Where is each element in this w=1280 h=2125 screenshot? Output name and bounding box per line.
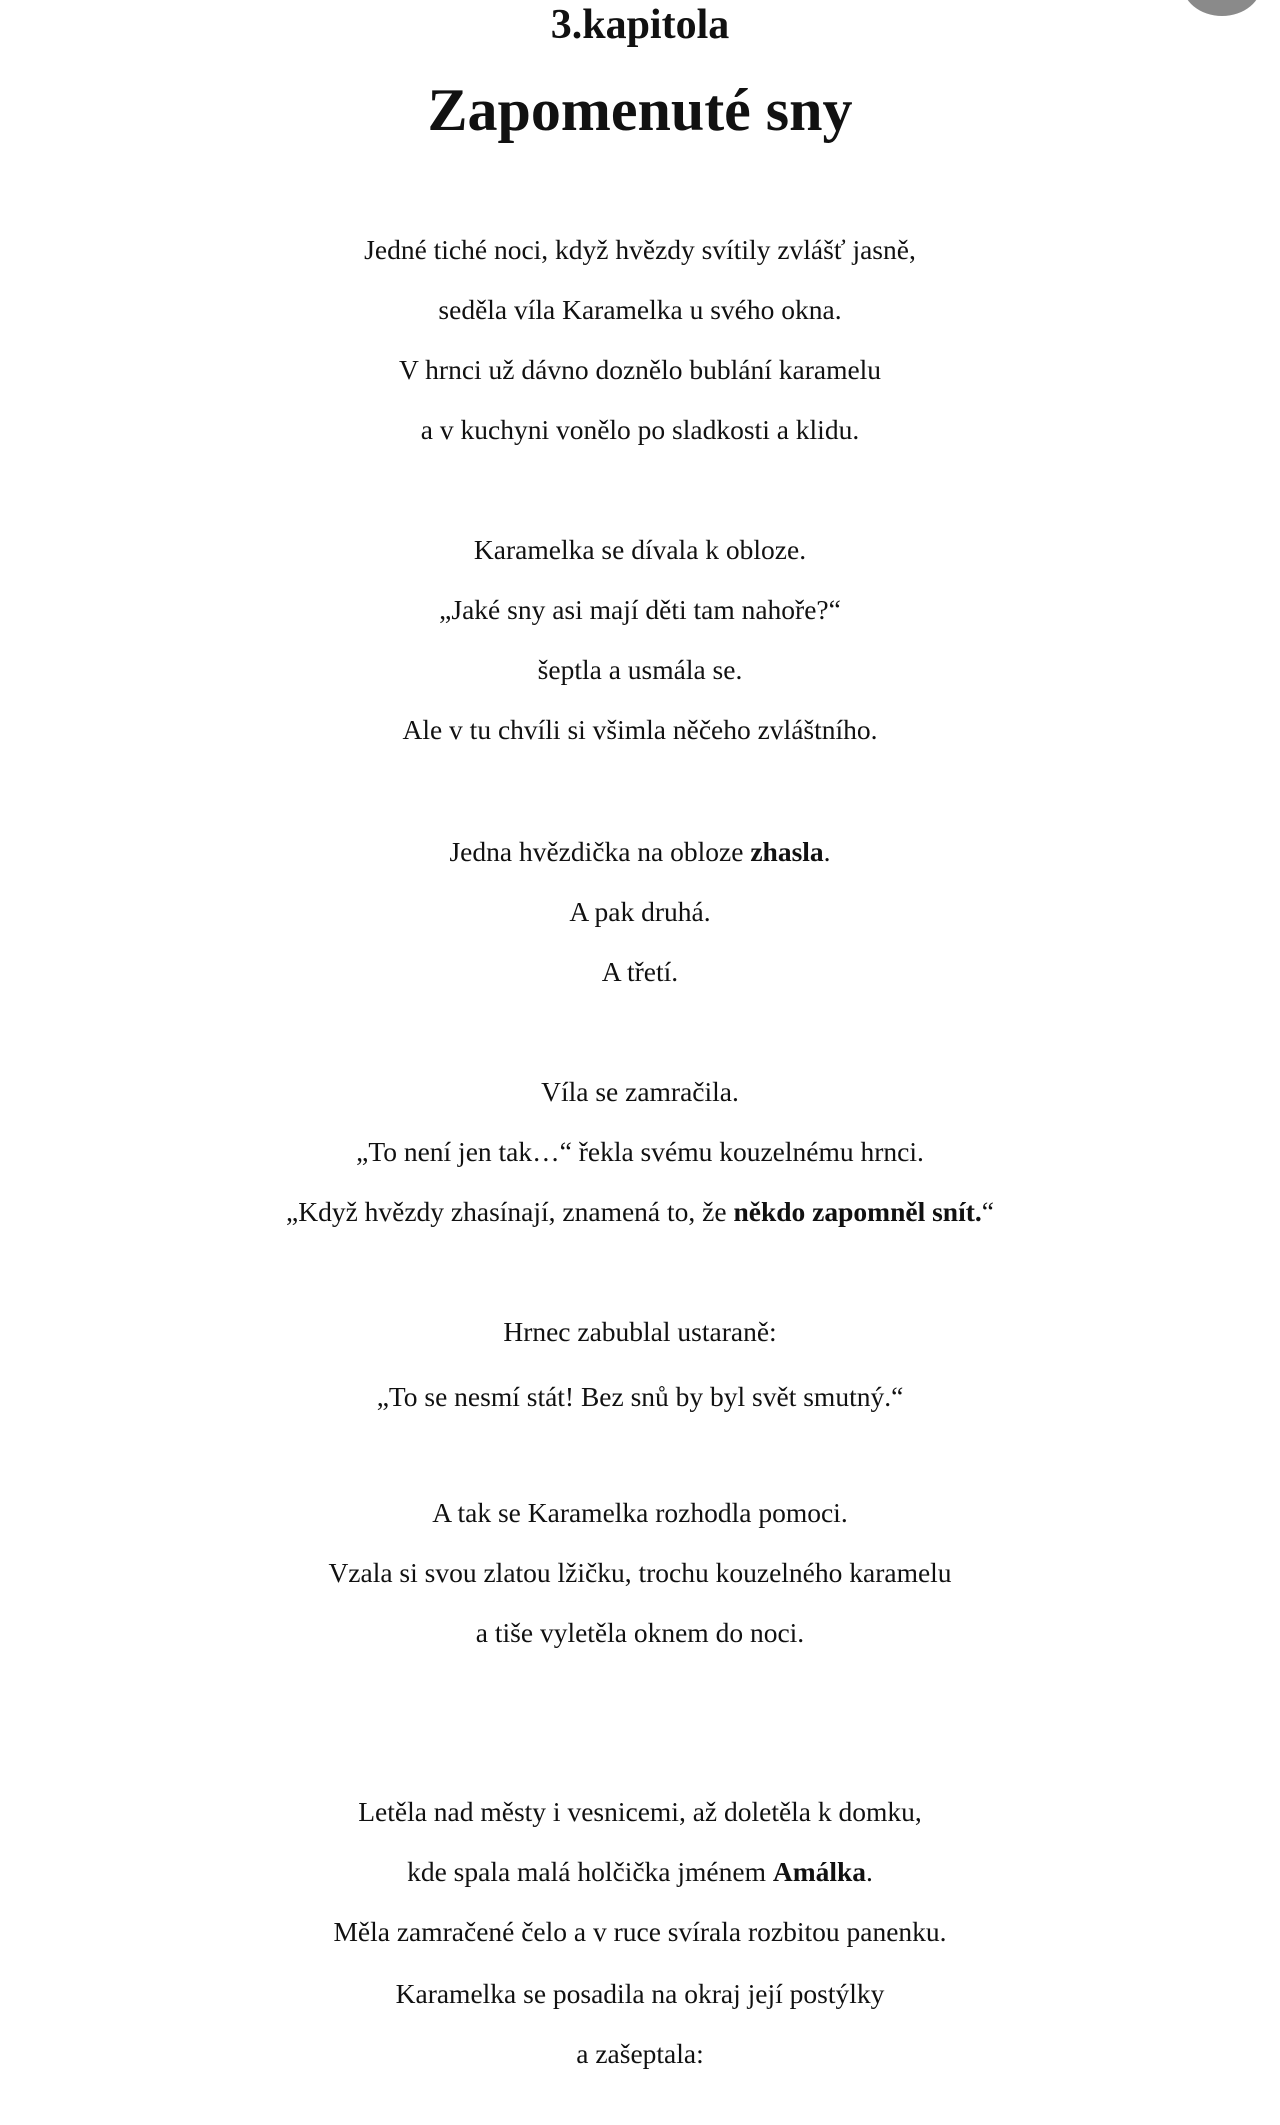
text-segment: Hrnec zabublal ustaraně: [503,1316,777,1347]
text-segment: Karamelka se posadila na okraj její postýlky [395,1978,885,2009]
text-line [0,834,1280,870]
text-line [0,1914,1280,1950]
text-segment: A pak druhá. [569,896,711,927]
text-line [0,712,1280,748]
text-line [0,1854,1280,1890]
text-line [0,1314,1280,1350]
text-segment: Víla se zamračila. [541,1076,739,1107]
text-segment: a tiše vyletěla oknem do noci. [475,1617,805,1648]
text-line [0,1074,1280,1110]
text-line [0,292,1280,328]
text-line [0,1134,1280,1170]
text-segment: . [866,1856,873,1887]
text-segment: Vzala si svou zlatou lžičku, trochu kouzelného karamelu [328,1557,952,1588]
text-segment: „Jaké sny asi mají děti tam nahoře?“ [439,594,841,625]
text-line [0,532,1280,568]
text-line [0,1976,1280,2012]
text-segment: kde spala malá holčička jménem [407,1856,773,1887]
text-line [0,412,1280,448]
text-segment: A třetí. [601,956,679,987]
text-segment: Ale v tu chvíli si všimla něčeho zvláštního. [402,714,878,745]
chapter-heading: 3.kapitola [550,2,730,48]
text-segment: Karamelka se dívala k obloze. [473,534,807,565]
text-segment: „To se nesmí stát! Bez snů by byl svět smutný.“ [376,1381,904,1412]
text-line [0,352,1280,388]
text-segment: a zašeptala: [576,2038,704,2069]
text-segment: V hrnci už dávno doznělo bublání karamelu [398,354,882,385]
bold-text: Amálka [772,1856,867,1887]
bold-text: zhasla [750,836,824,867]
text-segment: šeptla a usmála se. [537,654,743,685]
text-line [0,232,1280,268]
text-line [0,2036,1280,2072]
text-segment: Měla zamračené čelo a v ruce svírala rozbitou panenku. [333,1916,947,1947]
text-line [0,1794,1280,1830]
text-line [0,894,1280,930]
text-segment: Letěla nad městy i vesnicemi, až doletěla k domku, [358,1796,922,1827]
bold-text: někdo zapomněl snít. [733,1196,982,1227]
page-title: Zapomenuté sny [427,77,853,143]
text-line [0,1555,1280,1591]
text-line [0,1194,1280,1230]
text-line [0,1379,1280,1415]
text-segment: A tak se Karamelka rozhodla pomoci. [432,1497,848,1528]
text-line [0,1495,1280,1531]
text-segment: “ [981,1196,994,1227]
text-segment: . [823,836,831,867]
text-segment: „Když hvězdy zhasínají, znamená to, že [286,1196,734,1227]
text-line [0,652,1280,688]
text-segment: seděla víla Karamelka u svého okna. [438,294,842,325]
text-segment: Jedné tiché noci, když hvězdy svítily zvlášť jasně, [364,234,916,265]
text-line [0,592,1280,628]
text-line [0,1615,1280,1651]
text-segment: „To není jen tak…“ řekla svému kouzelnému hrnci. [356,1136,924,1167]
text-segment: a v kuchyni vonělo po sladkosti a klidu. [420,414,860,445]
text-line [0,954,1280,990]
text-segment: Jedna hvězdička na obloze [449,836,751,867]
